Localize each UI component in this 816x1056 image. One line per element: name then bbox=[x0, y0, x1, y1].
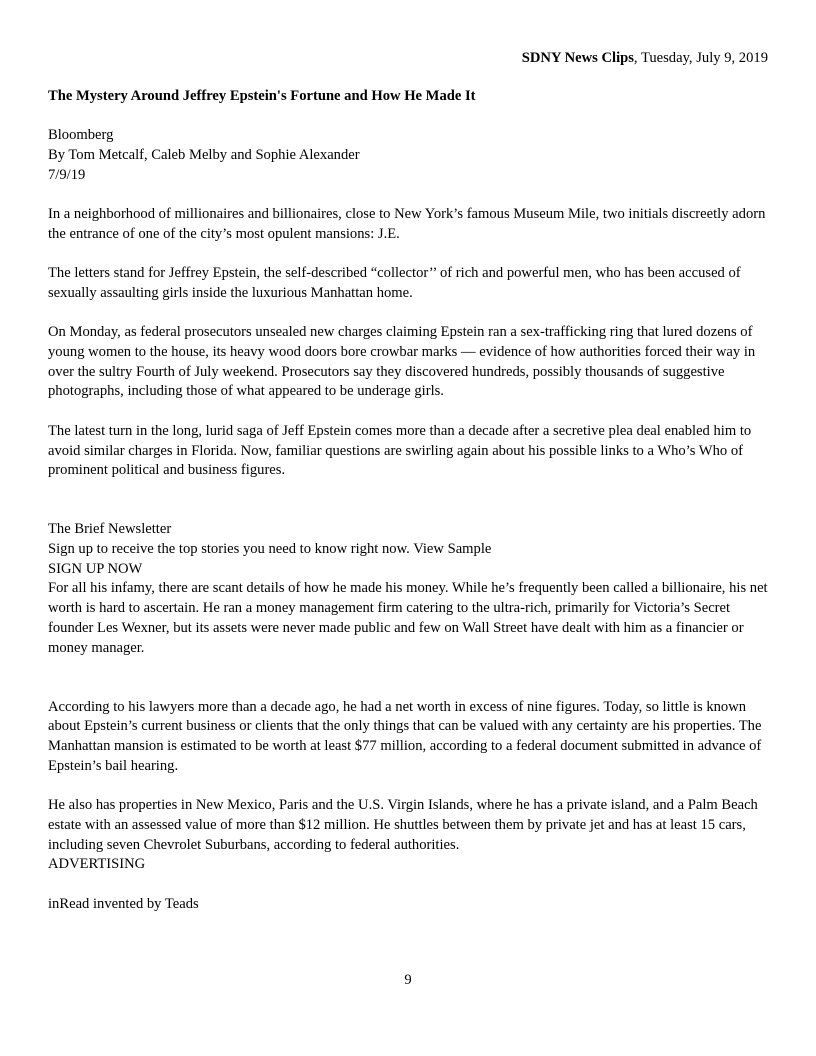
publication-name: SDNY News Clips bbox=[521, 50, 634, 66]
newsletter-signup-link[interactable]: SIGN UP NOW bbox=[48, 560, 143, 577]
article-body bbox=[48, 87, 770, 914]
page-header bbox=[522, 49, 768, 67]
newsletter-description: Sign up to receive the top stories you need to know right now. View Sample bbox=[48, 541, 492, 558]
article-byline: By Tom Metcalf, Caleb Melby and Sophie Alexander bbox=[48, 147, 360, 164]
paragraph: The letters stand for Jeffrey Epstein, the self-described “collector’’ of rich and powerful men, who has been accused of sexually assaulting girls inside the luxurious Manhattan home. bbox=[48, 265, 741, 301]
inread-credit: inRead invented by Teads bbox=[48, 895, 199, 912]
newsletter-name: The Brief Newsletter bbox=[48, 521, 172, 538]
header-date: , Tuesday, July 9, 2019 bbox=[633, 50, 768, 66]
paragraph: On Monday, as federal prosecutors unsealed new charges claiming Epstein ran a sex-trafficking ring that lured dozens of young women to the house, its heavy wood doors bore crowbar marks — evidence of how authorities forced their way in over the sultry Fourth of July weekend. Prosecutors say they discovered hundreds, possibly thousands of suggestive photographs, including those of what appeared to be underage girls. bbox=[48, 324, 756, 400]
paragraph: He also has properties in New Mexico, Paris and the U.S. Virgin Islands, where he has a private island, and a Palm Beach estate with an assessed value of more than $12 million. He shuttles between them by private jet and has at least 15 cars, including seven Chevrolet Suburbans, according to federal authorities. bbox=[48, 797, 758, 853]
paragraph: For all his infamy, there are scant details of how he made his money. While he’s frequently been called a billionaire, his net worth is hard to ascertain. He ran a money management firm catering to the ultra-rich, primarily for Victoria’s Secret founder Les Wexner, but its assets were never made public and few on Wall Street have dealt with him as a financier or money manager. bbox=[48, 580, 768, 656]
paragraph: In a neighborhood of millionaires and billionaires, close to New York’s famous Museum Mile, two initials discreetly adorn the entrance of one of the city’s most opulent mansions: J.E. bbox=[48, 206, 766, 242]
article-source: Bloomberg bbox=[48, 127, 114, 144]
page-number: 9 bbox=[404, 972, 412, 988]
paragraph: The latest turn in the long, lurid saga of Jeff Epstein comes more than a decade after a secretive plea deal enabled him to avoid similar charges in Florida. Now, familiar questions are swirling again about his possible links to a Who’s Who of prominent political and business figures. bbox=[48, 422, 752, 479]
advertising-label: ADVERTISING bbox=[48, 856, 146, 873]
article-date: 7/9/19 bbox=[48, 166, 86, 183]
paragraph: According to his lawyers more than a decade ago, he had a net worth in excess of nine figures. Today, so little is known about Epstein’s current business or clients that the only things that can be valued with any certainty are his properties. The Manhattan mansion is estimated to be worth at least $77 million, according to a federal document submitted in advance of Epstein’s bail hearing. bbox=[48, 698, 762, 774]
article-title: The Mystery Around Jeffrey Epstein's Fortune and How He Made It bbox=[48, 88, 476, 104]
